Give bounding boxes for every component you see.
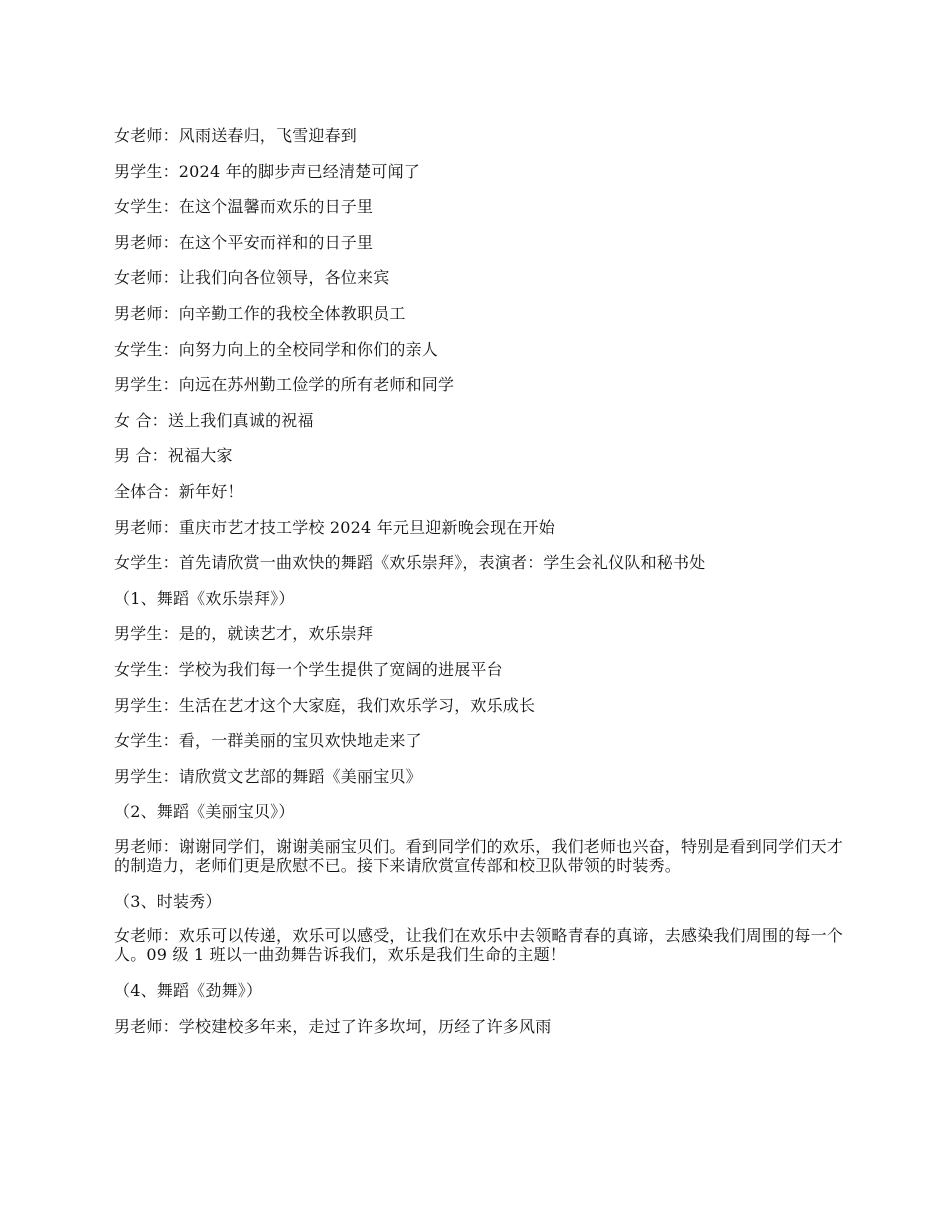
dialogue-line: 女老师：让我们向各位领导，各位来宾 — [114, 268, 390, 288]
program-item: （4、舞蹈《劲舞》） — [114, 981, 263, 1001]
dialogue-line: 男老师：学校建校多年来，走过了许多坎坷，历经了许多风雨 — [114, 1017, 552, 1037]
dialogue-line: 男 合：祝福大家 — [114, 446, 233, 466]
dialogue-line: 男老师：在这个平安而祥和的日子里 — [114, 232, 374, 252]
dialogue-line: 全体合：新年好！ — [114, 481, 244, 501]
dialogue-paragraph: 男老师：谢谢同学们，谢谢美丽宝贝们。看到同学们的欢乐，我们老师也兴奋，特别是看到同学们天才的制造力，老师们更是欣慰不已。接下来请欣赏宣传部和校卫队带领的时装秀。 — [114, 836, 844, 875]
dialogue-line: 女学生：首先请欣赏一曲欢快的舞蹈《欢乐崇拜》，表演者：学生会礼仪队和秘书处 — [114, 553, 706, 573]
program-item: （1、舞蹈《欢乐崇拜》） — [114, 588, 295, 608]
program-item: （2、舞蹈《美丽宝贝》） — [114, 802, 295, 822]
dialogue-line: 男学生：向远在苏州勤工俭学的所有老师和同学 — [114, 375, 455, 395]
script-body — [114, 125, 844, 1052]
dialogue-line: 女 合：送上我们真诚的祝福 — [114, 410, 314, 430]
dialogue-line: 女学生：在这个温馨而欢乐的日子里 — [114, 197, 374, 217]
dialogue-line: 女学生：看，一群美丽的宝贝欢快地走来了 — [114, 731, 422, 751]
dialogue-line: 女学生：向努力向上的全校同学和你们的亲人 — [114, 339, 439, 359]
dialogue-paragraph: 女老师：欢乐可以传递，欢乐可以感受，让我们在欢乐中去领略青春的真谛，去感染我们周围的每一个人。09 级 1 班以一曲劲舞告诉我们，欢乐是我们生命的主题！ — [114, 926, 844, 965]
dialogue-line: 男学生：请欣赏文艺部的舞蹈《美丽宝贝》 — [114, 766, 422, 786]
dialogue-line: 男学生：2024 年的脚步声已经清楚可闻了 — [114, 161, 421, 181]
dialogue-line: 男老师：重庆市艺才技工学校 2024 年元旦迎新晚会现在开始 — [114, 517, 555, 537]
dialogue-line: 男学生：生活在艺才这个大家庭，我们欢乐学习，欢乐成长 — [114, 695, 536, 715]
dialogue-line: 女老师：风雨送春归，飞雪迎春到 — [114, 126, 358, 145]
dialogue-line: 女学生：学校为我们每一个学生提供了宽阔的进展平台 — [114, 659, 503, 679]
program-item: （3、时装秀） — [114, 891, 222, 911]
dialogue-line: 男学生：是的，就读艺才，欢乐崇拜 — [114, 624, 374, 644]
dialogue-line: 男老师：向辛勤工作的我校全体教职员工 — [114, 303, 406, 323]
